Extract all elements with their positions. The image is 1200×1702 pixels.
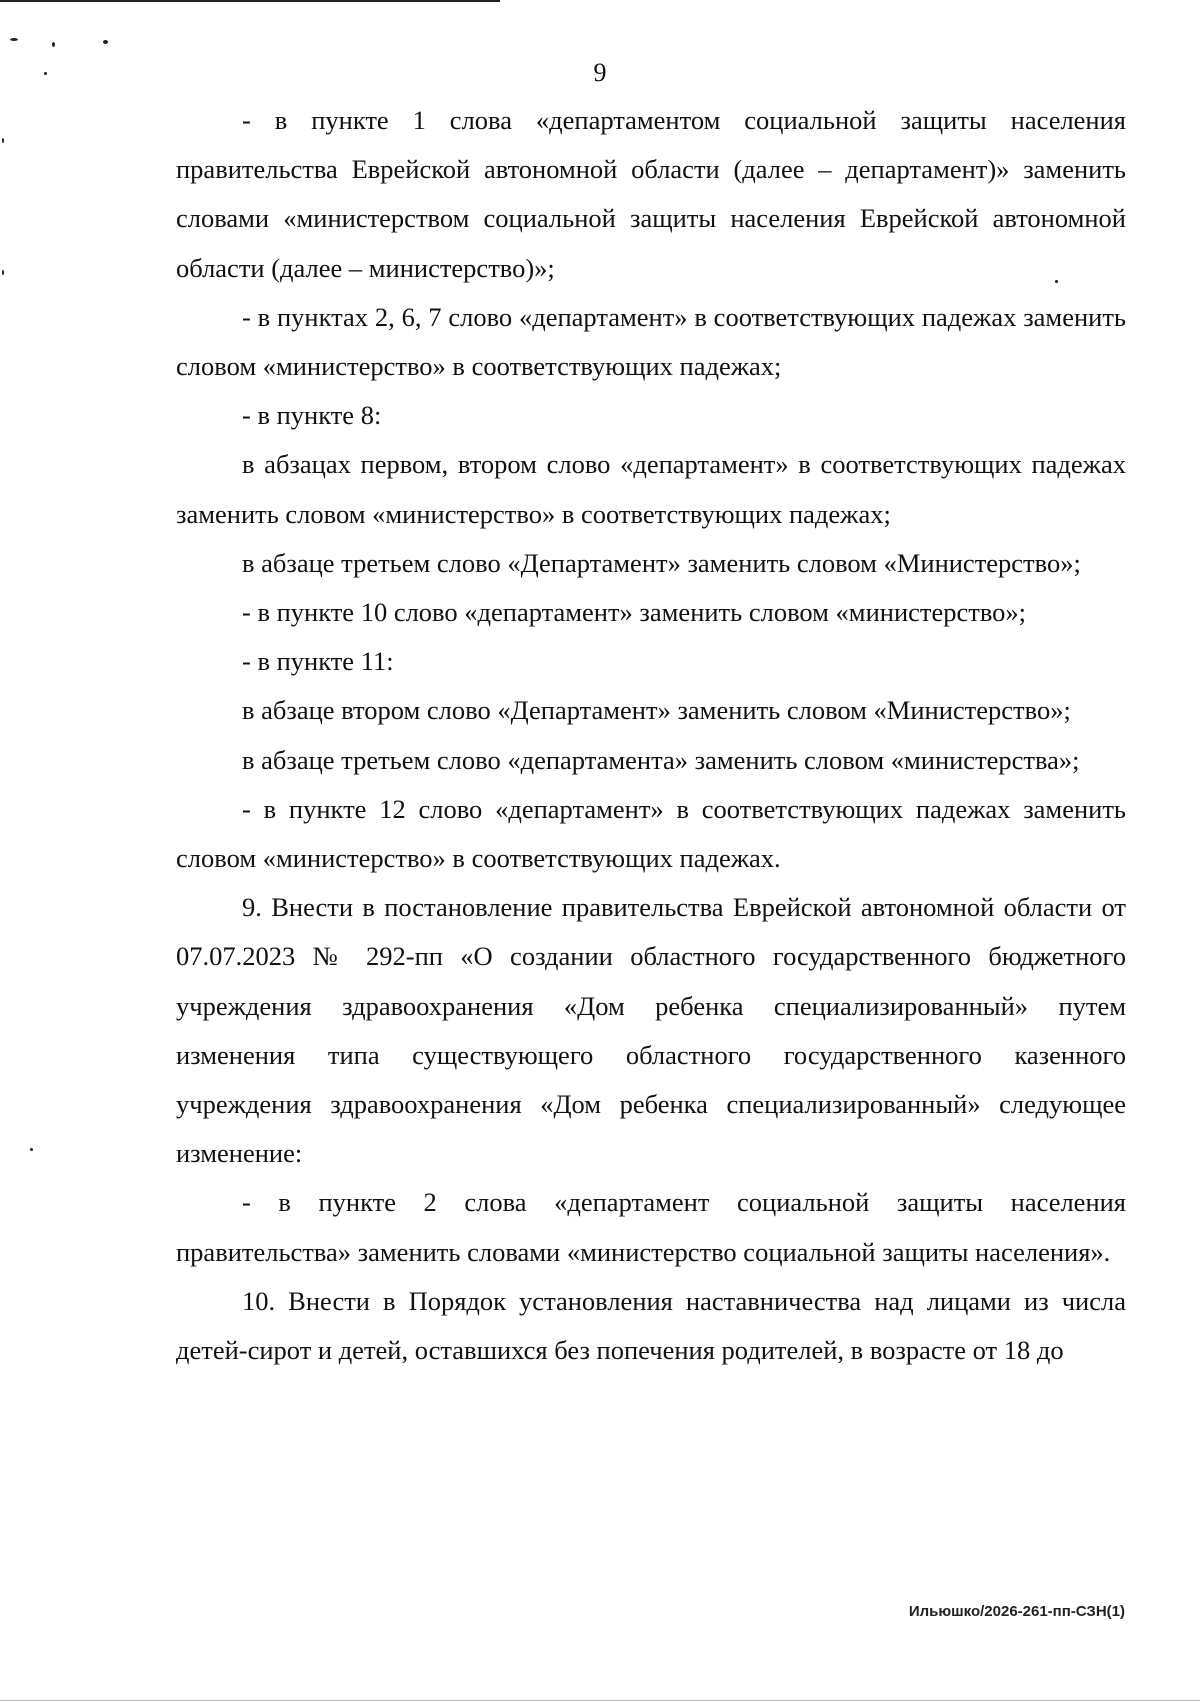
document-code: Ильюшко/2026-261-пп-СЗН(1) [908, 1603, 1125, 1620]
paragraph: в абзацах первом, втором слово «департамент» в соответствующих падежах заменить словом «министерство» в соответствующих падежах; [176, 449, 1126, 529]
paragraph: в абзаце втором слово «Департамент» заменить словом «Министерство»; [242, 695, 1071, 726]
paragraph: - в пункте 10 слово «департамент» заменить словом «министерство»; [242, 597, 1027, 628]
paragraph: - в пункте 11: [242, 646, 394, 677]
paragraph: в абзаце третьем слово «Департамент» заменить словом «Министерство»; [242, 547, 1081, 578]
paragraph: 9. Внести в постановление правительства Еврейской автономной области от 07.07.2023 № 292-пп «О создании областного государственного бюджетного учреждения здравоохранения «Дом ребенка специализированный» путем изменения типа существующего областного государственного казенного учреждения здравоохранения «Дом ребенка специализированный» следующее изменение: [176, 892, 1126, 1169]
paragraph: - в пункте 2 слова «департамент социальной защиты населения правительства» заменить словами «министерство социальной защиты населения». [176, 1187, 1126, 1267]
scan-speck [2, 138, 4, 143]
scan-speck [30, 1148, 33, 1151]
page-number: 9 [593, 58, 607, 87]
paragraph: - в пунктах 2, 6, 7 слово «департамент» в соответствующих падежах заменить словом «министерство» в соответствующих падежах; [176, 301, 1126, 382]
scan-speck [2, 270, 4, 275]
scan-speck [52, 42, 55, 47]
paragraph: в абзаце третьем слово «департамента» заменить словом «министерства»; [242, 744, 1080, 775]
scan-edge-top [0, 0, 500, 2]
paragraph: - в пункте 12 слово «департамент» в соответствующих падежах заменить словом «министерство» в соответствующих падежах. [176, 793, 1126, 874]
scan-edge-bottom [0, 1700, 1200, 1701]
paragraph: 10. Внести в Порядок установления наставничества над лицами из числа детей-сирот и детей, оставшихся без попечения родителей, в возрасте от 18 до [176, 1285, 1126, 1366]
paragraph: - в пункте 1 слова «департаментом социальной защиты населения правительства Еврейской автономной области (далее – департамент)» заменить словами «министерством социальной защиты населения Еврейской автономной области (далее – министерство)»; [176, 105, 1126, 283]
scan-speck [10, 38, 18, 41]
paragraph: - в пункте 8: [242, 400, 382, 431]
scan-speck [103, 40, 108, 44]
document-body [176, 96, 1126, 1375]
